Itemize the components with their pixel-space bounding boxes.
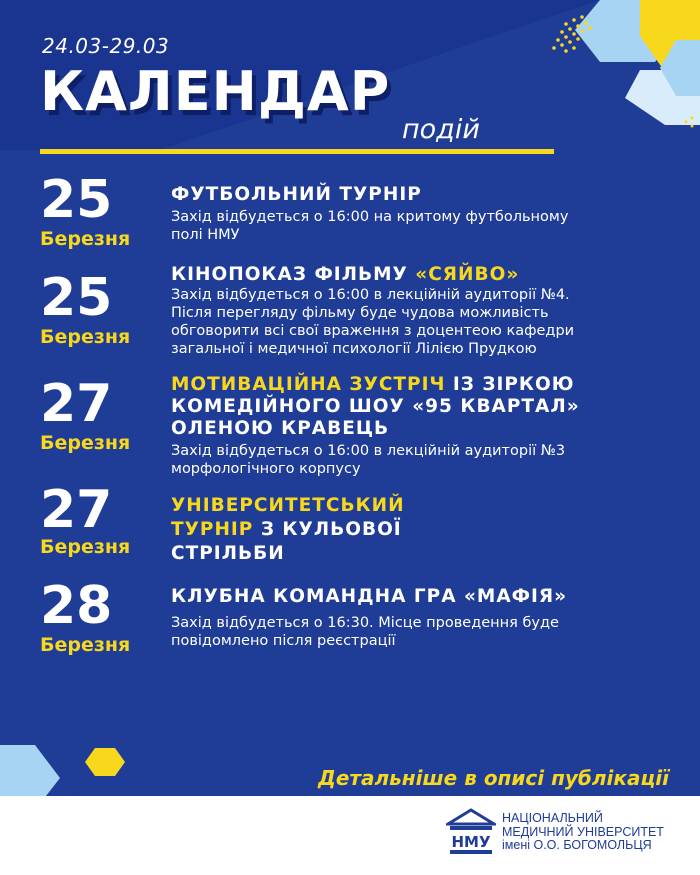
event-day: 25 xyxy=(40,268,113,328)
event-description: Захід відбудеться о 16:00 в лекційній аудиторії №4. Після перегляду фільму буде чудова можливість обговорити всі свої враження з доцентеою кафедри загальної і медичної психології Лілією Прудкою xyxy=(171,287,575,357)
event-title-part: КЛУБНА КОМАНДНА ГРА «МАФІЯ» xyxy=(171,586,568,607)
event-title xyxy=(171,586,567,608)
more-info-note: Детальніше в описі публікації xyxy=(318,766,669,790)
university-logo xyxy=(446,808,496,856)
title-underline xyxy=(40,149,554,154)
event-description: Захід відбудеться о 16:00 в лекційній аудиторії №3 морфологічного корпусу xyxy=(171,443,566,477)
event-title-part: ФУТБОЛЬНИЙ ТУРНІР xyxy=(171,184,422,205)
event-month: Березня xyxy=(40,634,131,656)
event-title-part: З КУЛЬОВОЇ СТРІЛЬБИ xyxy=(171,519,402,564)
page-subtitle: подій xyxy=(402,114,480,145)
university-name-line3: імені О.О. БОГОМОЛЬЦЯ xyxy=(502,838,652,852)
event-day: 25 xyxy=(40,170,113,230)
event-title xyxy=(171,374,591,440)
event-title-part: ІЗ ЗІРКОЮ КОМЕДІЙНОГО ШОУ «95 КВАРТАЛ» ОЛЕНОЮ КРАВЕЦЬ xyxy=(171,374,580,439)
event-day: 27 xyxy=(40,480,113,540)
logo-letters: НМУ xyxy=(451,833,491,851)
event-title xyxy=(171,264,519,286)
event-title-part: КІНОПОКАЗ ФІЛЬМУ xyxy=(171,264,416,285)
date-range: 24.03-29.03 xyxy=(42,34,170,58)
event-title-highlight: МОТИВАЦІЙНА ЗУСТРІЧ xyxy=(171,374,446,395)
event-title xyxy=(171,184,422,206)
event-title-highlight: «СЯЙВО» xyxy=(415,264,520,285)
page-title: КАЛЕНДАР xyxy=(40,60,391,123)
event-day: 27 xyxy=(40,374,113,434)
event-month: Березня xyxy=(40,228,131,250)
event-day: 28 xyxy=(40,576,113,636)
event-description: Захід відбудеться о 16:00 на критому футбольному полі НМУ xyxy=(171,209,569,243)
event-title-highlight: УНІВЕРСИТЕТСЬКИЙ ТУРНІР xyxy=(171,495,405,540)
event-title xyxy=(171,494,471,566)
event-month: Березня xyxy=(40,432,131,454)
event-month: Березня xyxy=(40,536,131,558)
university-name-line2: МЕДИЧНИЙ УНІВЕРСИТЕТ xyxy=(502,824,664,839)
event-month: Березня xyxy=(40,326,131,348)
university-name xyxy=(502,812,664,853)
university-name-line1: НАЦІОНАЛЬНИЙ xyxy=(502,811,603,825)
event-description: Захід відбудеться о 16:30. Місце проведення буде повідомлено після реєстрації xyxy=(171,615,559,649)
hexagon-bottom-left-4 xyxy=(85,748,125,776)
